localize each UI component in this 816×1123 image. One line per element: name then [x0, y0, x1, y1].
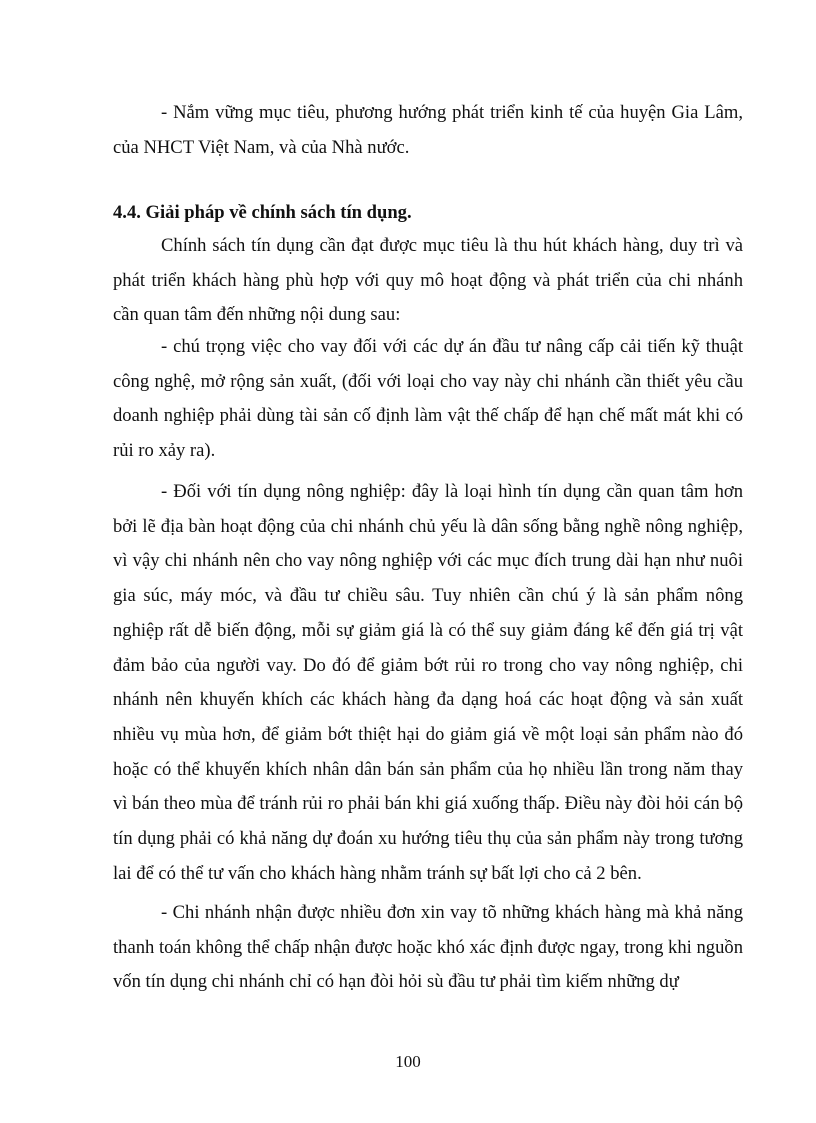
paragraph-objectives: - Nắm vững mục tiêu, phương hướng phát triển kinh tế của huyện Gia Lâm, của NHCT Việt Nam, và của Nhà nước.: [113, 102, 743, 158]
section-heading: 4.4. Giải pháp về chính sách tín dụng.: [113, 202, 412, 223]
paragraph-agricultural-credit: - Đối với tín dụng nông nghiệp: đây là loại hình tín dụng cần quan tâm hơn bởi lẽ địa bàn hoạt động của chi nhánh chủ yếu là dân sống bằng nghề nông nghiệp, vì vậy chi nhánh nên cho vay nông nghiệp với các mục đích trung dài hạn như nuôi gia súc, máy móc, và đầu tư chiều sâu. Tuy nhiên cần chú ý là sản phẩm nông nghiệp rất dễ biến động, mỗi sự giảm giá là có thể suy giảm đáng kể đến giá trị vật đảm bảo của người vay. Do đó để giảm bớt rủi ro trong cho vay nông nghiệp, chi nhánh nên khuyến khích các khách hàng đa dạng hoá các hoạt động và sản xuất nhiều vụ mùa hơn, để giảm bớt thiệt hại do giảm giá về một loại sản phẩm nào đó hoặc có thể khuyến khích nhân dân bán sản phẩm của họ nhiều lần trong năm thay vì bán theo mùa để tránh rủi ro phải bán khi giá xuống thấp. Điều này đòi hỏi cán bộ tín dụng phải có khả năng dự đoán xu hướng tiêu thụ của sản phẩm này trong tương lai để có thể tư vấn cho khách hàng nhằm tránh sự bất lợi cho cả 2 bên.: [113, 481, 743, 884]
paragraph-investment-loans: - chú trọng việc cho vay đối với các dự án đầu tư nâng cấp cải tiến kỹ thuật công nghệ, mở rộng sản xuất, (đối với loại cho vay này chi nhánh cần thiết yêu cầu doanh nghiệp phải dùng tài sản cố định làm vật thế chấp để hạn chế mất mát khi có rủi ro xảy ra).: [113, 336, 743, 462]
page-number: 100: [395, 1052, 421, 1071]
paragraph-credit-policy-intro: Chính sách tín dụng cần đạt được mục tiêu là thu hút khách hàng, duy trì và phát triển khách hàng phù hợp với quy mô hoạt động và phát triển của chi nhánh cần quan tâm đến những nội dung sau:: [113, 235, 743, 326]
paragraph-loan-applications: - Chi nhánh nhận được nhiều đơn xin vay tõ những khách hàng mà khả năng thanh toán không thể chấp nhận được hoặc khó xác định được ngay, trong khi nguồn vốn tín dụng chi nhánh chỉ có hạn đòi hỏi sù đầu tư phải tìm kiếm những dự: [113, 902, 743, 993]
